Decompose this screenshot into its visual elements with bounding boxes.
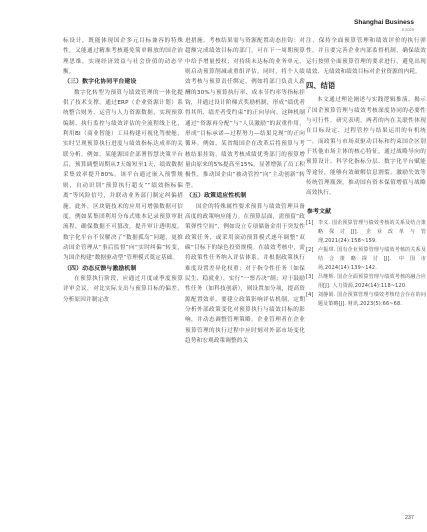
reference-text: 卢振琪. 国有企业预算管理与绩效考核的关系及结合策略探讨[J]. 中国市场,2024(14):139~142. [318,247,426,272]
paragraph: 注，保持全面预算管理和绩效评价的执行弹性。并且要完善企业内部监督机制，确保绩效运行按照全面预算管理的要求进行，避免出现绩效、无绩效和绩效目标对企业资源的内耗。 [306,38,426,76]
paragraph: 在预算执行阶段，应通过月度或季度预算评审会议，对比实际支出与预算目标的偏差，分析原因并制定改 [63,275,183,303]
reference-number: [2] [306,247,314,254]
paragraph: 标设计，既能体现国企多元目标兼容的特殊性，又能通过精准考核避免简单粗放的国企治理思维，实现经济效益与社会价值的动态平衡。 [63,38,183,76]
magazine-title: Shanghai Business [354,19,414,26]
paragraph: 本文通过理论阐述与实践逻辑推演，揭示了国企预算管理与绩效考核深度协同的必要性与可行性。研究表明，两者的内在关联性体现在目标设定、过程管控与结果运用的有机统一。而政策与市场双驱动目标和约束国企区别于其他市场主体的核心特征，通过战略导向的预算设计、科学化指标分层、数字化平台赋能等途径，能够有效破解信息割裂、激励失效等传统管理瓶颈，推动国有资本保值增值与战略高效执行。 [306,97,426,197]
page-number: 237 [404,515,414,521]
section-heading: （五）政策适应性机制 [186,193,247,200]
section-heading: （三）数字化协同平台建设 [64,79,137,86]
issue-label: 5 2025 [401,26,414,32]
column-left [63,36,183,305]
reference-item [306,246,426,273]
paragraph: 数字化转型为预算与绩效管理的一体化提供了技术支撑。通过ERP（企业资源计划）系统整合财务、运营与人力资源数据，实现预算编制、执行监控与绩效评估的全流程线上化，利用BI（商业智能）工具构建可视化驾驶舱，实时呈现预算执行进度与绩效指标达成率的关联分析。例如，某能源国企部署智慧决策平台后，预算调整周期从7天缩短至1天，绩效数据采集效率提升80%。该平台通过嵌入预警规则，自动识别“预算执行超支”“绩效指标偏离”等风险信号，并联动业务部门制定纠偏措施。此外，区块链技术的应用可增强数据可信度，例如某集团利用分布式账本记录预算审批流程，确保数据不可篡改，提升审计透明度。数字化平台不仅解决了“数据孤岛”问题，更推动国企管理从“事后监督”向“实时纠偏”转变，为国企构建“数据驱动型”管理模式奠定基础。 [63,89,183,262]
reference-text: 刘静娟. 国企预算管理与绩效考核结合存在的问题及策略[J]. 财讯,2023(5):66~68. [318,292,426,308]
reference-number: [4] [306,292,314,299]
reference-number: [1] [306,220,314,227]
reference-number: [3] [306,274,314,281]
reference-item [306,219,426,246]
reference-item [306,291,426,309]
section-heading: （四）动态反馈与激励机制 [64,265,137,272]
paragraph: 进措施。考核结果需与资源配置动态挂钩：对超额完成绩效目标的部门，可在下一周期预算中给予增量授权；对持续未达标的业务单元，则启动预算削减或重组评估。同时，将个人绩效考核与预算责任绑定，例如将部门负责人薪酬的30%与预算执行率、成本节约率等指标挂钩，并通过设计阶梯式奖励机制，形成“绩优者得其所、绩差者受约束”的正向导向。这种机制通过“资源再分配”与“人员激励”的双重作用，形成“目标承诺—过程努力—结果兑现”的正向循环。例如，某省级国企在改革后将预算与考核结果挂钩，绩效考核成绩优秀部门的预算增量由原来的5%提高至15%，显著增强了员工积极性，推动国企由“被动管控”向“主动创新”转型。 [185,38,305,189]
conclusion-heading: 四、结语 [306,81,336,91]
reference-text: 李义. 国企预算管理与绩效考核的关系及结合策略探讨[J]. 企业改革与管理,2021(24):158~159. [318,220,426,245]
references-heading: 参考文献 [307,208,332,215]
paragraph: 国企的特殊属性要求预算与绩效管理具备高度的政策响应能力。在预算层面，需预留“政策弹性空间”，例如设立专项储备金用于突发性政策任务，或采用滚动预算模式逐年调整“双碳”目标下的绿色投资规模。在绩效考核中，需将政策性任务纳入评估体系，并根据政策执行难度设置差异化权重：对于指令性任务（如保民生、稳就业），实行“一票否决”制；对于鼓励性任务（如科技创新），则设置加分项，提高资源配置效率，要建立政策影响评估机制，定期分析外部政策变化对预算执行与绩效目标的影响，并动态调整管理策略。企业管理者在企业预算管理的执行过程中应时刻对外部市场变化趋势和宏观政策调整的关 [185,203,305,344]
magazine-header [354,20,414,32]
reference-text: 吕继辉. 国企全面预算管理与绩效考核的融合应用[J]. 人力资源,2024(14):118~120. [318,274,426,290]
column-right [306,36,426,309]
reference-item [306,273,426,291]
column-middle [185,36,305,346]
reference-list [306,219,426,309]
